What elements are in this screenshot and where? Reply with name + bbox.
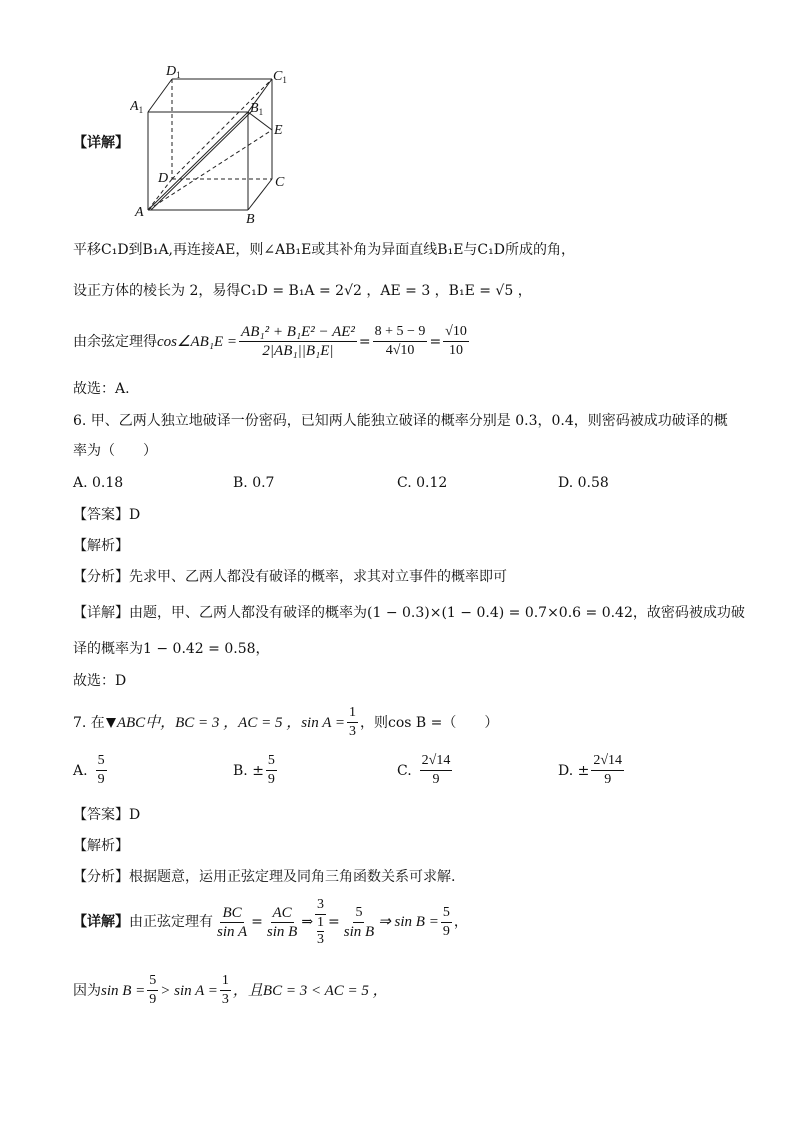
- q7-option-d: D. ± $\frac{2√14}{9}$: [558, 753, 623, 787]
- q5-line2: 设正方体的棱长为 2，易得C₁D = B₁A = 2√2 ，AE = 3 ，B₁E = √5 ，: [73, 283, 532, 299]
- q5-detail-tag: 【详解】: [73, 135, 129, 151]
- label-C1: $C_1$: [273, 69, 287, 85]
- q6-option-b: B. 0.7: [233, 475, 275, 491]
- q7-detail: 【详解】 由正弦定理有 $\frac{BC}{\text{sin A}}$ = $\frac{AC}{\text{sin B}}$ ⇒ 3 1 3 = $\frac{5}{\text{sin B}}$ ⇒ sin B = $\frac{5}{9}$ ，: [73, 897, 468, 947]
- q6-answer: 【答案】D: [73, 507, 141, 523]
- label-B1: $B_1$: [250, 101, 264, 117]
- label-C: C: [275, 175, 285, 190]
- q5-frac3: $\frac{√10}{10}$: [445, 324, 467, 358]
- label-D1: $D_1$: [166, 64, 181, 80]
- q5-frac1: $\frac{\text{AB₁² + B₁E² − AE²}}{\text{2|AB₁||B₁E|}}$: [241, 324, 355, 359]
- cube-figure: [130, 62, 300, 227]
- q5-line3-prefix: 由余弦定理得: [73, 333, 157, 350]
- label-B: B: [246, 212, 255, 227]
- label-A1: $A_1$: [130, 99, 144, 115]
- q7-stem-body: ABC中，BC = 3 ，AC = 5 ，sin A =: [116, 714, 345, 731]
- q7-last-line: 因为 sin B = $\frac{5}{9}$ > sin A = $\frac{1}{3}$ ，且BC = 3 < AC = 5 ，: [73, 973, 388, 1007]
- label-D: D: [158, 171, 169, 186]
- q7-stem: [73, 704, 498, 741]
- q5-frac2: $\frac{8 + 5 - 9}{4√10}$: [374, 324, 426, 358]
- label-E: E: [274, 123, 283, 138]
- q7-stem-suffix: ，则cos B =（ ）: [359, 714, 499, 731]
- q5-line3-lhs: cos∠AB₁E =: [157, 333, 238, 350]
- q5-line3: 由余弦定理得 cos∠AB₁E = $\frac{\text{AB₁² + B₁E² − AE²}}{\text{2|AB₁||B₁E|}}$ = $\frac{8 + 5 - 9}{4√10}$ = $\frac{√10}{10}$: [73, 324, 467, 359]
- triangle-icon: [106, 718, 116, 728]
- q7-analysis: 【解析】: [73, 838, 129, 854]
- q7-answer: 【答案】D: [73, 807, 141, 823]
- q7-option-a: A. $\frac{5}{9}$: [73, 753, 105, 787]
- q7-stem-prefix: 7. 在: [73, 714, 105, 731]
- q6-detail-line2: 译的概率为1 − 0.42 = 0.58，: [73, 641, 270, 657]
- q5-answer: 故选：A.: [73, 381, 130, 397]
- q6-fenxi: 【分析】先求甲、乙两人都没有破译的概率，求其对立事件的概率即可: [73, 569, 507, 585]
- q7-fenxi: 【分析】根据题意，运用正弦定理及同角三角函数关系可求解.: [73, 869, 456, 885]
- q6-option-a: A. 0.18: [73, 475, 124, 491]
- q5-line1: 平移C₁D到B₁A,再连接AE，则∠AB₁E或其补角为异面直线B₁E与C₁D所成的角，: [73, 242, 575, 258]
- q6-option-d: D. 0.58: [558, 475, 609, 491]
- q7-option-b: B. ± $\frac{5}{9}$: [233, 753, 275, 787]
- q7-stem-frac: $\frac{1}{3}$: [348, 705, 356, 739]
- label-A: A: [135, 205, 144, 220]
- q6-stem-line1: 6. 甲、乙两人独立地破译一份密码，已知两人能独立破译的概率分别是 0.3，0.4，则密码被成功破译的概: [73, 413, 728, 429]
- q6-analysis: 【解析】: [73, 538, 129, 554]
- q7-option-c: C. $\frac{2√14}{9}$: [397, 753, 451, 787]
- q6-option-c: C. 0.12: [397, 475, 448, 491]
- q6-detail-line1: 【详解】由题，甲、乙两人都没有破译的概率为(1 − 0.3)×(1 − 0.4) = 0.7×0.6 = 0.42，故密码被成功破: [73, 605, 745, 621]
- q6-choose: 故选：D: [73, 673, 127, 689]
- q6-stem-line2: 率为（ ）: [73, 443, 157, 459]
